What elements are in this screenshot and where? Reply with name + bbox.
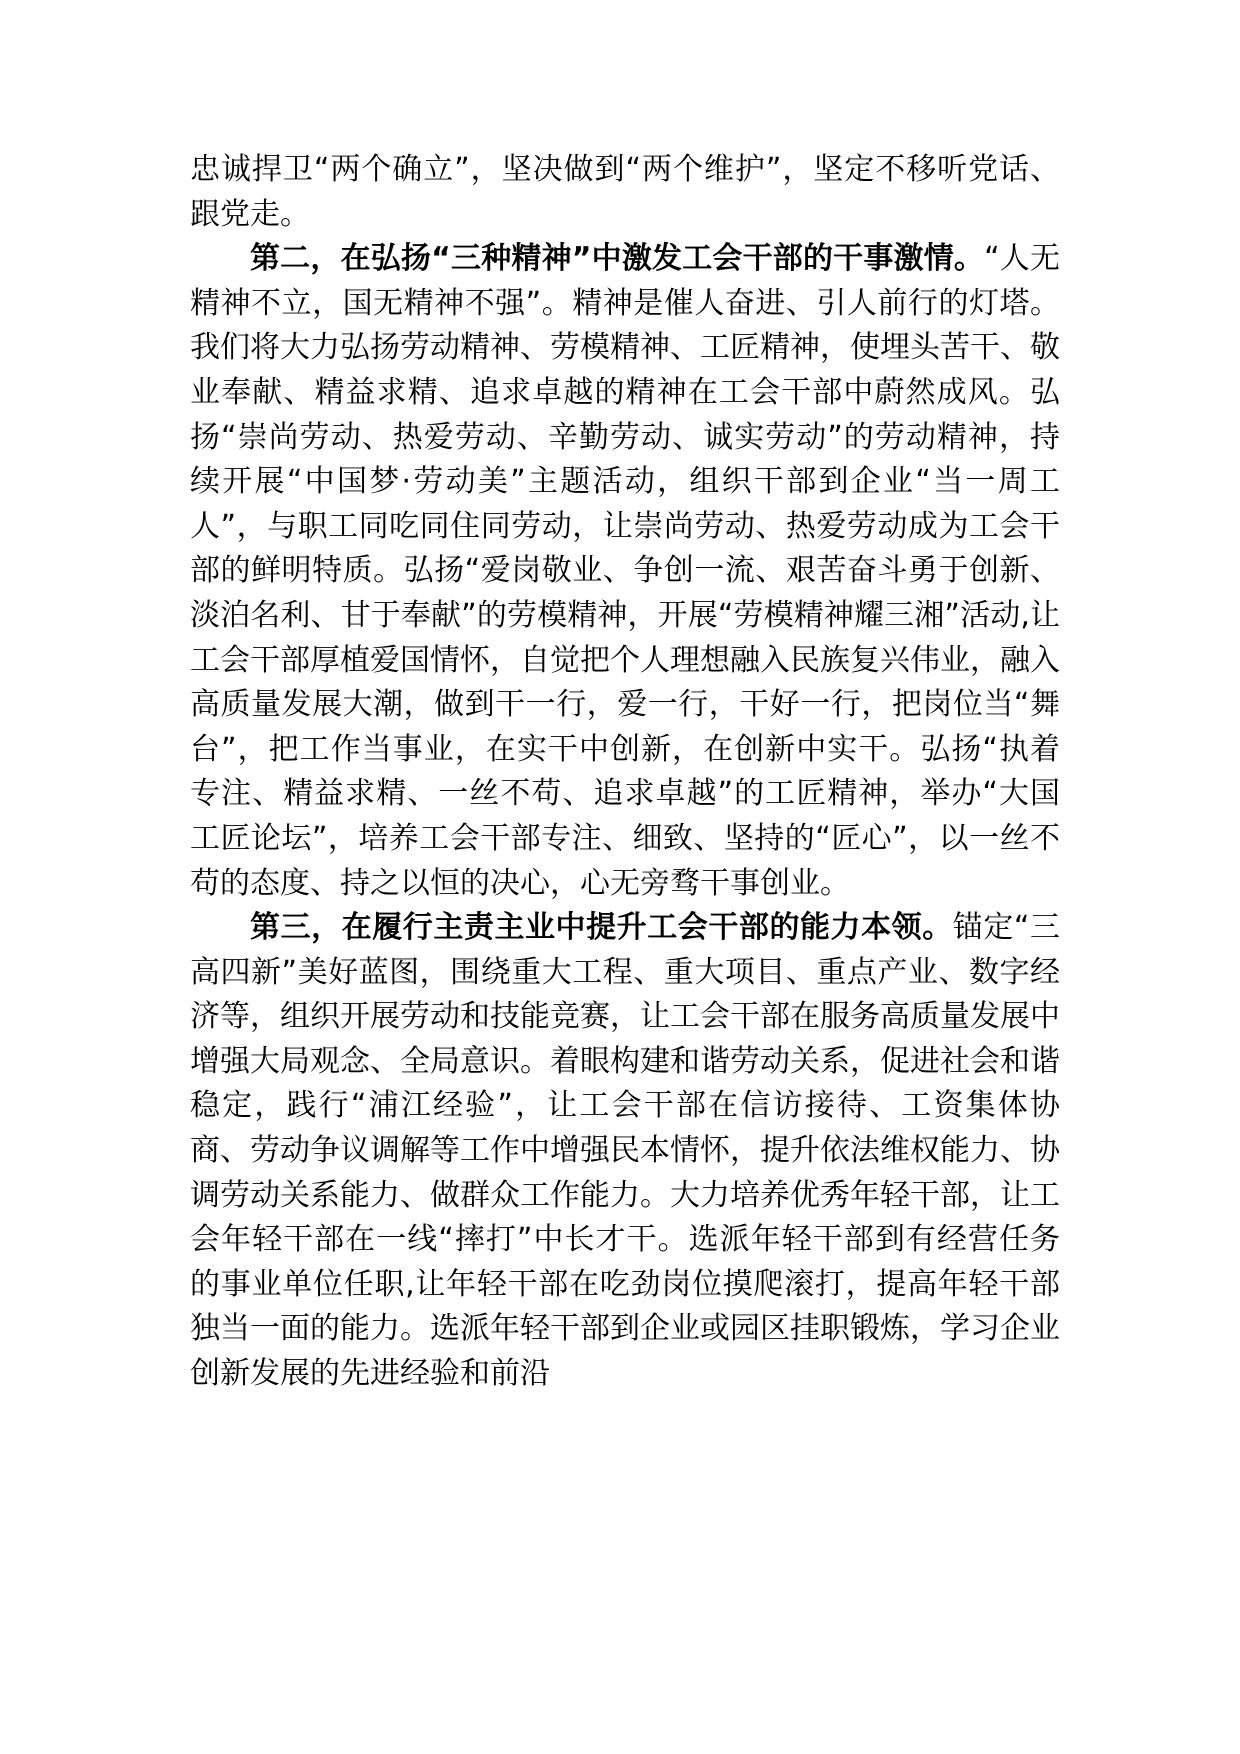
paragraph-2-heading: 第二，在弘扬“三种精神”中激发工会干部的干事激情。 bbox=[250, 241, 985, 277]
paragraph-continuation bbox=[190, 148, 1060, 237]
document-page bbox=[190, 148, 1060, 1397]
paragraph-3-text: 锚定“三高四新”美好蓝图，围绕重大工程、重大项目、重点产业、数字经济等，组织开展劳动和技能竞赛，让工会干部在服务高质量发展中增强大局观念、全局意识。着眼构建和谐劳动关系，促进社会和谐稳定，践行“浦江经验”，让工会干部在信访接待、工资集体协商、劳动争议调解等工作中增强民本情怀，提升依法维权能力、协调劳动关系能力、做群众工作能力。大力培养优秀年轻干部，让工会年轻干部在一线“摔打”中长才干。选派年轻干部到有经营任务的事业单位任职,让年轻干部在吃劲岗位摸爬滚打，提高年轻干部独当一面的能力。选派年轻干部到企业或园区挂职锻炼，学习企业创新发展的先进经验和前沿 bbox=[190, 910, 1061, 1392]
paragraph-1-text: 忠诚捍卫“两个确立”，坚决做到“两个维护”，坚定不移听党话、跟党走。 bbox=[190, 152, 1060, 232]
paragraph-second-point bbox=[190, 237, 1060, 906]
paragraph-2-text: “人无精神不立，国无精神不强”。精神是催人奋进、引人前行的灯塔。我们将大力弘扬劳动精神、劳模精神、工匠精神，使埋头苦干、敬业奉献、精益求精、追求卓越的精神在工会干部中蔚然成风。弘扬“崇尚劳动、热爱劳动、辛勤劳动、诚实劳动”的劳动精神，持续开展“中国梦·劳动美”主题活动，组织干部到企业“当一周工人”，与职工同吃同住同劳动，让崇尚劳动、热爱劳动成为工会干部的鲜明特质。弘扬“爱岗敬业、争创一流、艰苦奋斗勇于创新、淡泊名利、甘于奉献”的劳模精神，开展“劳模精神耀三湘”活动,让工会干部厚植爱国情怀，自觉把个人理想融入民族复兴伟业，融入高质量发展大潮，做到干一行，爱一行，干好一行，把岗位当“舞台”，把工作当事业，在实干中创新，在创新中实干。弘扬“执着专注、精益求精、一丝不苟、追求卓越”的工匠精神，举办“大国工匠论坛”，培养工会干部专注、细致、坚持的“匠心”，以一丝不苟的态度、持之以恒的决心，心无旁骛干事创业。 bbox=[190, 241, 1060, 901]
paragraph-third-point bbox=[190, 906, 1060, 1397]
paragraph-3-heading: 第三，在履行主责主业中提升工会干部的能力本领。 bbox=[250, 910, 953, 946]
